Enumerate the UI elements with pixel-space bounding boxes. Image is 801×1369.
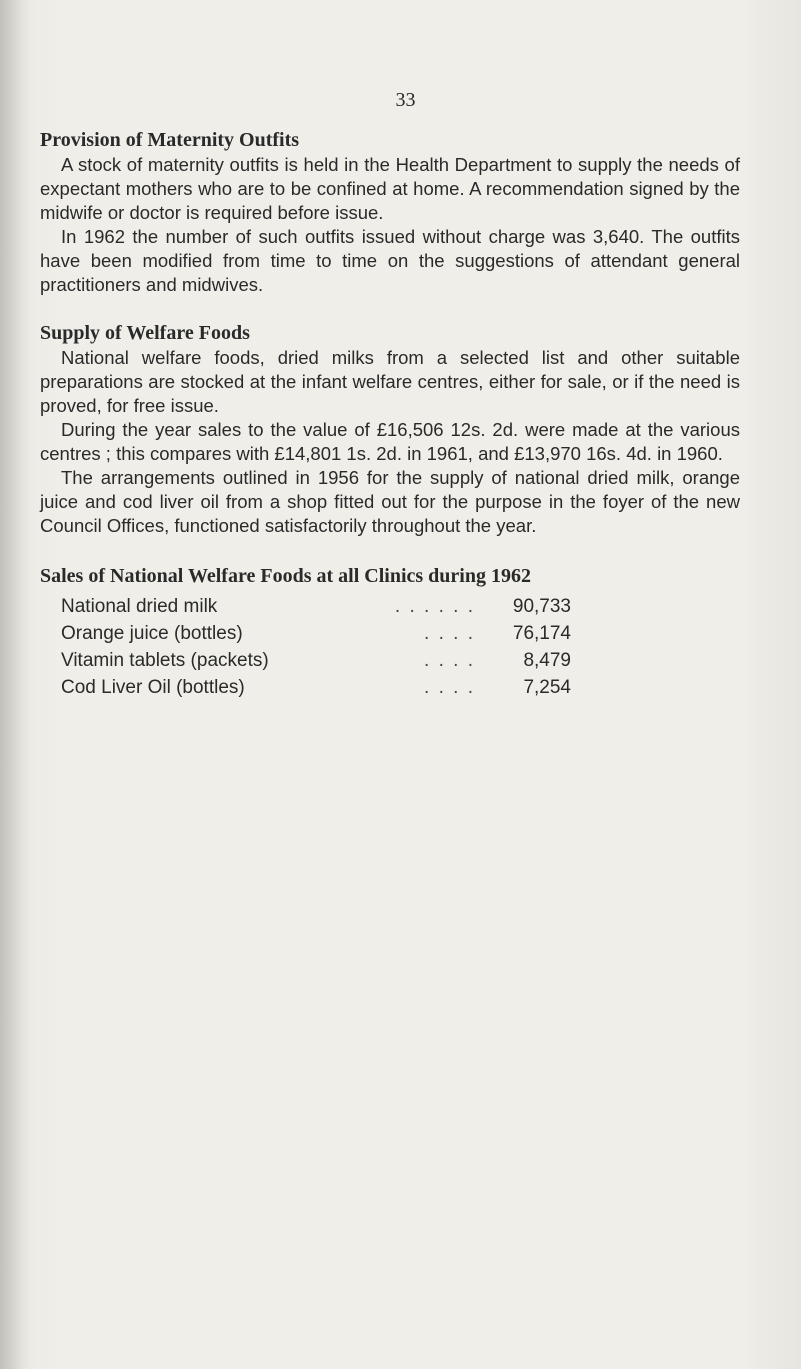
table-cell-value: 7,254 (523, 677, 571, 698)
dot-leader: . . . . (424, 677, 475, 698)
item-label: Orange juice (bottles) (61, 623, 243, 644)
paragraph: National welfare foods, dried milks from a selected list and other suitable preparations are stocked at the infant welfare centres, either for sale, or if the need is proved, for free issue. (40, 347, 740, 416)
table-cell-item (61, 674, 499, 701)
paragraph: During the year sales to the value of £16,506 12s. 2d. were made at the various centres ; this compares with £14,801 1s. 2d. in 1961, and £13,970 16s. 4d. in 1960. (40, 419, 740, 464)
sales-table (61, 593, 571, 701)
dot-leader: . . . . (424, 650, 475, 671)
page-edge-shadow (0, 0, 30, 1369)
dot-leader: . . . . . . (394, 596, 475, 617)
table-row (61, 647, 571, 674)
table-cell-item (61, 620, 499, 647)
section-heading-welfare-foods: Supply of Welfare Foods (40, 322, 250, 344)
section-spacer (40, 538, 740, 561)
paragraph: In 1962 the number of such outfits issued without charge was 3,640. The outfits have been modified from time to time on the suggestions of attendant general practitioners and midwives. (40, 226, 740, 295)
table-row (61, 620, 571, 647)
table-row (61, 674, 571, 701)
dot-leader: . . . . (424, 623, 475, 644)
table-cell-item (61, 647, 499, 674)
section-spacer (40, 297, 740, 320)
table-cell-item (61, 593, 499, 620)
paragraph: The arrangements outlined in 1956 for the supply of national dried milk, orange juice and cod liver oil from a shop fitted out for the purpose in the foyer of the new Council Offices, functioned satisfactorily throughout the year. (40, 467, 740, 536)
page-content (40, 127, 740, 701)
item-label: National dried milk (61, 596, 218, 617)
table-row (61, 593, 571, 620)
section-heading-maternity-outfits: Provision of Maternity Outfits (40, 129, 300, 151)
sales-table-heading: Sales of National Welfare Foods at all Clinics during 1962 (40, 565, 531, 587)
table-cell-value: 76,174 (512, 623, 571, 644)
item-label: Cod Liver Oil (bottles) (61, 677, 245, 698)
page-number: 33 (395, 89, 416, 111)
table-cell-value: 8,479 (523, 650, 571, 671)
item-label: Vitamin tablets (packets) (61, 650, 269, 671)
paragraph: A stock of maternity outfits is held in the Health Department to supply the needs of expectant mothers who are to be confined at home. A recommendation signed by the midwife or doctor is required before issue. (40, 154, 740, 223)
table-cell-value: 90,733 (512, 596, 571, 617)
